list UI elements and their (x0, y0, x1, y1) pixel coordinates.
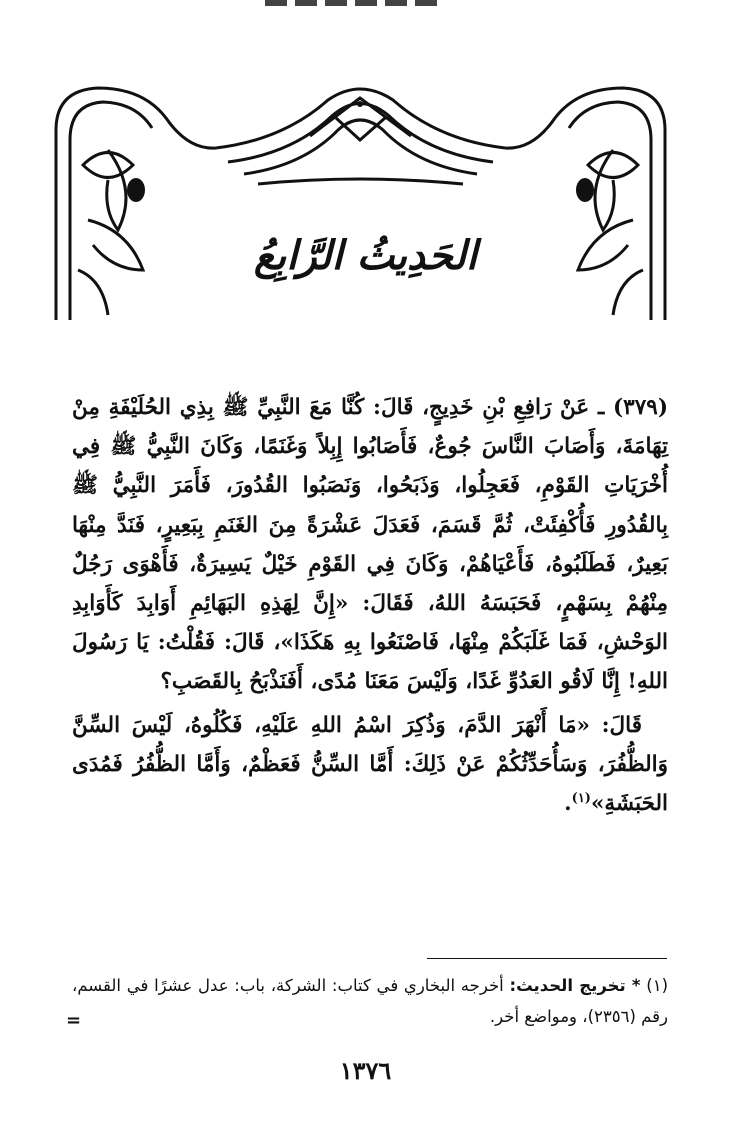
end-mark: . (564, 791, 572, 817)
hadith-paragraph-text: قَالَ: «مَا أَنْهَرَ الدَّمَ، وَذُكِرَ اسْمُ اللهِ عَلَيْهِ، فَكُلُوهُ، لَيْسَ السِّنَّ وَالظُّفُرَ، وَسَأُحَدِّثُكُمْ عَنْ ذَلِكَ: أَمَّا السِّنُّ فَعَظْمٌ، وَأَمَّا الظُّفُرُ فَمُدَى الحَبَشَةِ» (72, 712, 668, 817)
top-header-strip (265, 0, 440, 6)
page-number: ١٣٧٦ (339, 1056, 392, 1085)
footnote-text: أخرجه البخاري في كتاب: الشركة، باب: عدل عشرًا في القسم، رقم (٢٣٥٦)، ومواضع أخر. (72, 976, 668, 1026)
footnote-divider (427, 958, 667, 959)
hadith-text (72, 388, 668, 823)
hadith-paragraph: (٣٧٩) ـ عَنْ رَافِعِ بْنِ خَدِيجٍ، قَالَ: كُنَّا مَعَ النَّبِيِّ ﷺ بِذِي الحُلَيْفَةِ مِنْ تِهَامَةَ، وَأَصَابَ النَّاسَ جُوعٌ، فَأَصَابُوا إِبِلاً وَغَنَمًا، وَكَانَ النَّبِيُّ ﷺ فِي أُخْرَيَاتِ القَوْمِ، فَعَجِلُوا، وَذَبَحُوا، وَنَصَبُوا القُدُورَ، فَأَمَرَ النَّبِيُّ ﷺ بِالقُدُورِ فَأُكْفِئَتْ، ثُمَّ قَسَمَ، فَعَدَلَ عَشْرَةً مِنَ الغَنَمِ بِبَعِيرٍ، فَنَدَّ مِنْهَا بَعِيرٌ، فَطَلَبُوهُ، فَأَعْيَاهُمْ، وَكَانَ فِي القَوْمِ خَيْلٌ يَسِيرَةٌ، فَأَهْوَى رَجُلٌ مِنْهُمْ بِسَهْمٍ، فَحَبَسَهُ اللهُ، فَقَالَ: «إِنَّ لِهَذِهِ البَهَائِمِ أَوَابِدَ كَأَوَابِدِ الوَحْشِ، فَمَا غَلَبَكُمْ مِنْهَا، فَاصْنَعُوا بِهِ هَكَذَا»، قَالَ: فَقُلْتُ: يَا رَسُولَ اللهِ! إِنَّا لَاقُو العَدُوِّ غَدًا، وَلَيْسَ مَعَنَا مُدًى، أَفَنَذْبَحُ بِالقَصَبِ؟ (72, 395, 668, 695)
footnote-label: * تخريج الحديث: (509, 976, 641, 995)
footnote-reference: (١) (571, 790, 591, 806)
continuation-mark: = (66, 1010, 82, 1031)
footnote (72, 970, 668, 1032)
chapter-ornament-frame (48, 70, 673, 320)
hadith-paragraph (72, 706, 668, 824)
footnote-number: (١) (646, 976, 669, 995)
chapter-title: الحَدِيثُ الرَّابِعُ (253, 232, 478, 279)
